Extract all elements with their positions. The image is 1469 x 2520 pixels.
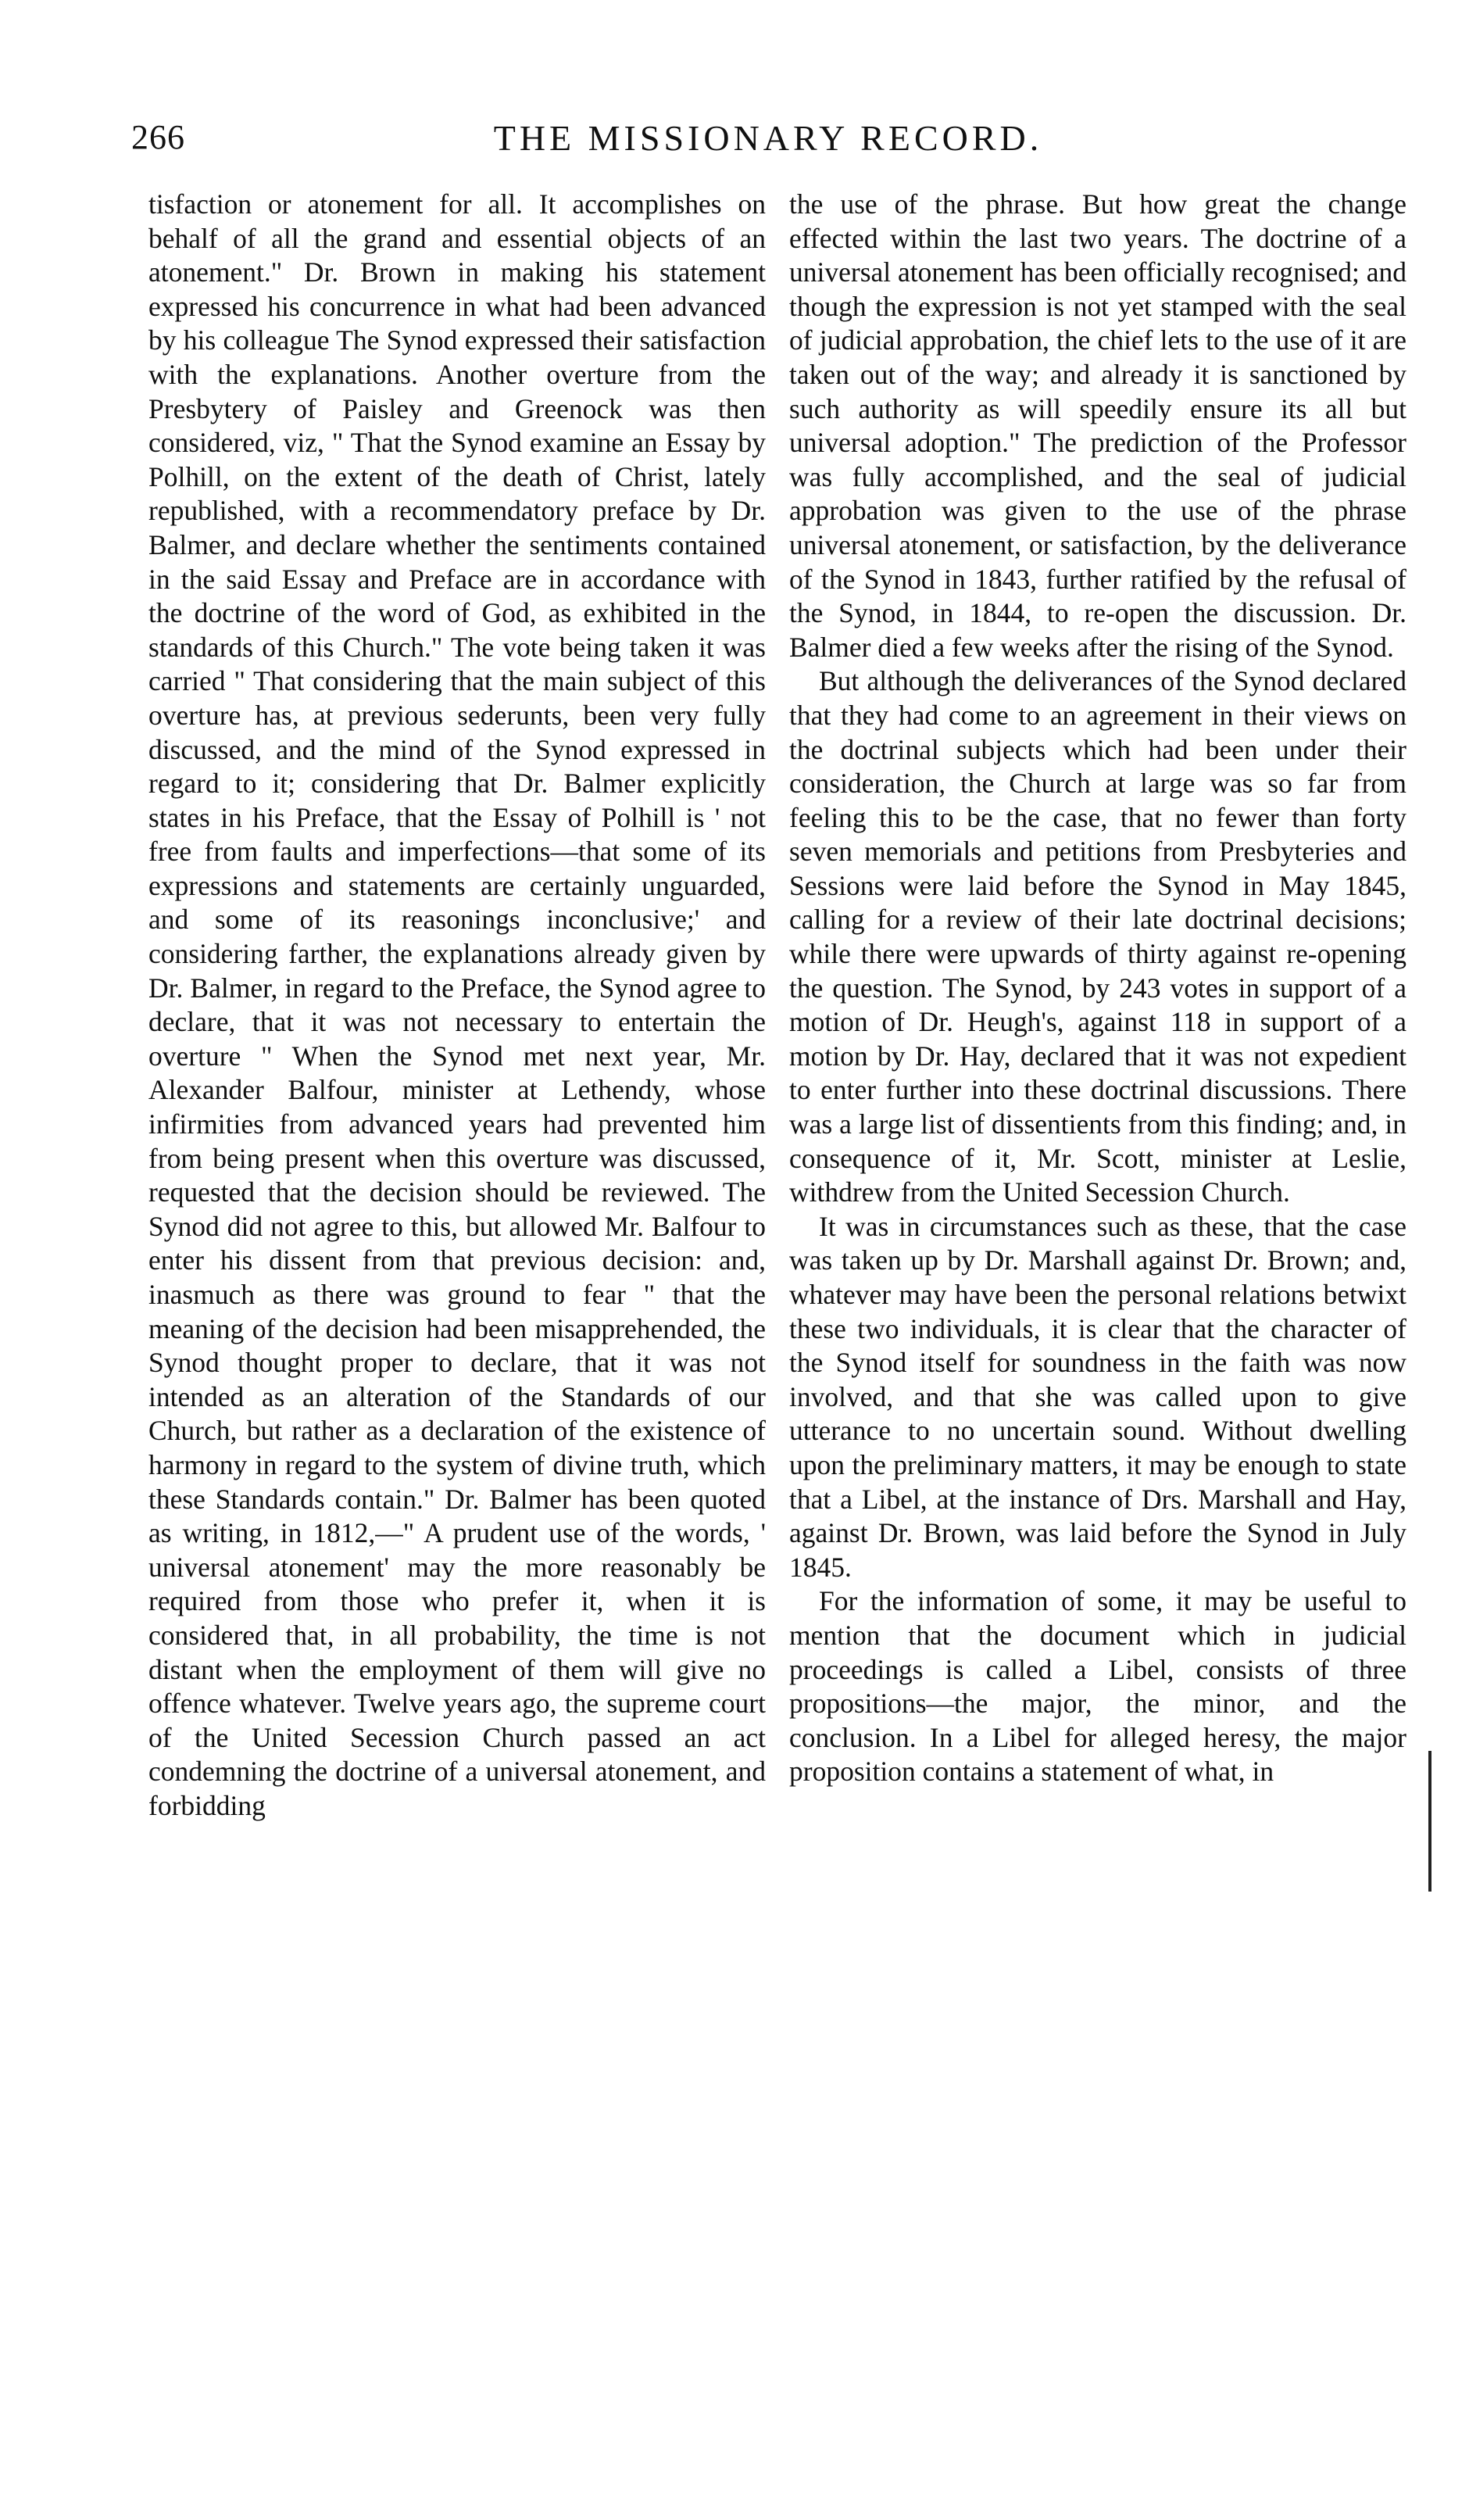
page-number: 266 — [131, 118, 185, 156]
left-column — [148, 188, 766, 1824]
right-paragraph-2: But although the deliverances of the Synod declared that they had come to an agreement in their views on the doctrinal subjects which had been under their consideration, the Church at large was so far from feeling this to be the case, that no fewer than forty seven memorials and petitions from Presbyteries and Sessions were laid before the Synod in May 1845, calling for a review of their late doctrinal decisions; while there were upwards of thirty against re-opening the question. The Synod, by 243 votes in support of a motion of Dr. Heugh's, against 118 in support of a motion by Dr. Hay, declared that it was not expedient to enter further into these doctrinal discussions. There was a large list of dissentients from this finding; and, in consequence of it, Mr. Scott, minister at Leslie, withdrew from the United Secession Church. — [789, 665, 1406, 1208]
page-header — [131, 117, 1405, 164]
right-column — [789, 188, 1406, 1789]
right-paragraph-3: It was in circumstances such as these, that the case was taken up by Dr. Marshall against Dr. Brown; and, whatever may have been the personal relations betwixt these two individuals, it is clear that the character of the Synod itself for soundness in the faith was now involved, and that she was called upon to give utterance to no uncertain sound. Without dwelling upon the preliminary matters, it may be enough to state that a Libel, at the instance of Drs. Marshall and Hay, against Dr. Brown, was laid before the Synod in July 1845. — [789, 1210, 1406, 1583]
left-paragraph-1: tisfaction or atonement for all. It accomplishes on behalf of all the grand and essential objects of an atonement." Dr. Brown in making his statement expressed his concurrence in what had been advanced by his colleague The Synod expressed their satisfaction with the explanations. Another overture from the Presbytery of Paisley and Greenock was then considered, viz, " That the Synod examine an Essay by Polhill, on the extent of the death of Christ, lately republished, with a recommendatory preface by Dr. Balmer, and declare whether the sentiments contained in the said Essay and Preface are in accordance with the doctrine of the word of God, as exhibited in the standards of this Church." The vote being taken it was carried " That considering that the main subject of this overture has, at previous sederunts, been very fully discussed, and the mind of the Synod expressed in regard to it; considering that Dr. Balmer explicitly states in his Preface, that the Essay of Polhill is ' not free from faults and imperfections—that some of its expressions and statements are certainly unguarded, and some of its reasonings inconclusive;' and considering farther, the explanations already given by Dr. Balmer, in regard to the Preface, the Synod agree to declare, that it was not necessary to entertain the overture " When the Synod met next year, Mr. Alexander Balfour, minister at Lethendy, whose infirmities from advanced years had prevented him from being present when this overture was discussed, requested that the decision should be reviewed. The Synod did not agree to this, but allowed Mr. Balfour to enter his dissent from that previous decision: and, inasmuch as there was ground to fear " that the meaning of the decision had been misapprehended, the Synod thought proper to declare, that it was not intended as an alteration of the Standards of our Church, but rather as a declaration of the existence of harmony in regard to the system of divine truth, which these Standards contain." Dr. Balmer has been quoted as writing, in 1812,—" A prudent use of the words, ' universal atonement' may the more reasonably be required from those who prefer it, when it is considered that, in all probability, the time is not distant when the employment of them will give no offence whatever. Twelve years ago, the supreme court of the United Secession Church passed an act condemning the doctrine of a universal atonement, and forbidding — [148, 188, 766, 1821]
scan-edge-mark — [1428, 1751, 1431, 1892]
running-title: THE MISSIONARY RECORD. — [493, 118, 1043, 158]
right-paragraph-1: the use of the phrase. But how great the change effected within the last two years. The doctrine of a universal atonement has been officially recognised; and though the expression is not yet stamped with the seal of judicial approbation, the chief lets to the use of it are taken out of the way; and already it is sanctioned by such authority as will speedily ensure its all but universal adoption." The prediction of the Professor was fully accomplished, and the seal of judicial approbation was given to the use of the phrase universal atonement, or satisfaction, by the deliverance of the Synod in 1843, further ratified by the refusal of the Synod, in 1844, to re-open the discussion. Dr. Balmer died a few weeks after the rising of the Synod. — [789, 188, 1406, 663]
right-paragraph-4: For the information of some, it may be useful to mention that the document which in judicial proceedings is called a Libel, consists of three propositions—the major, the minor, and the conclusion. In a Libel for alleged heresy, the major proposition contains a statement of what, in — [789, 1585, 1406, 1788]
